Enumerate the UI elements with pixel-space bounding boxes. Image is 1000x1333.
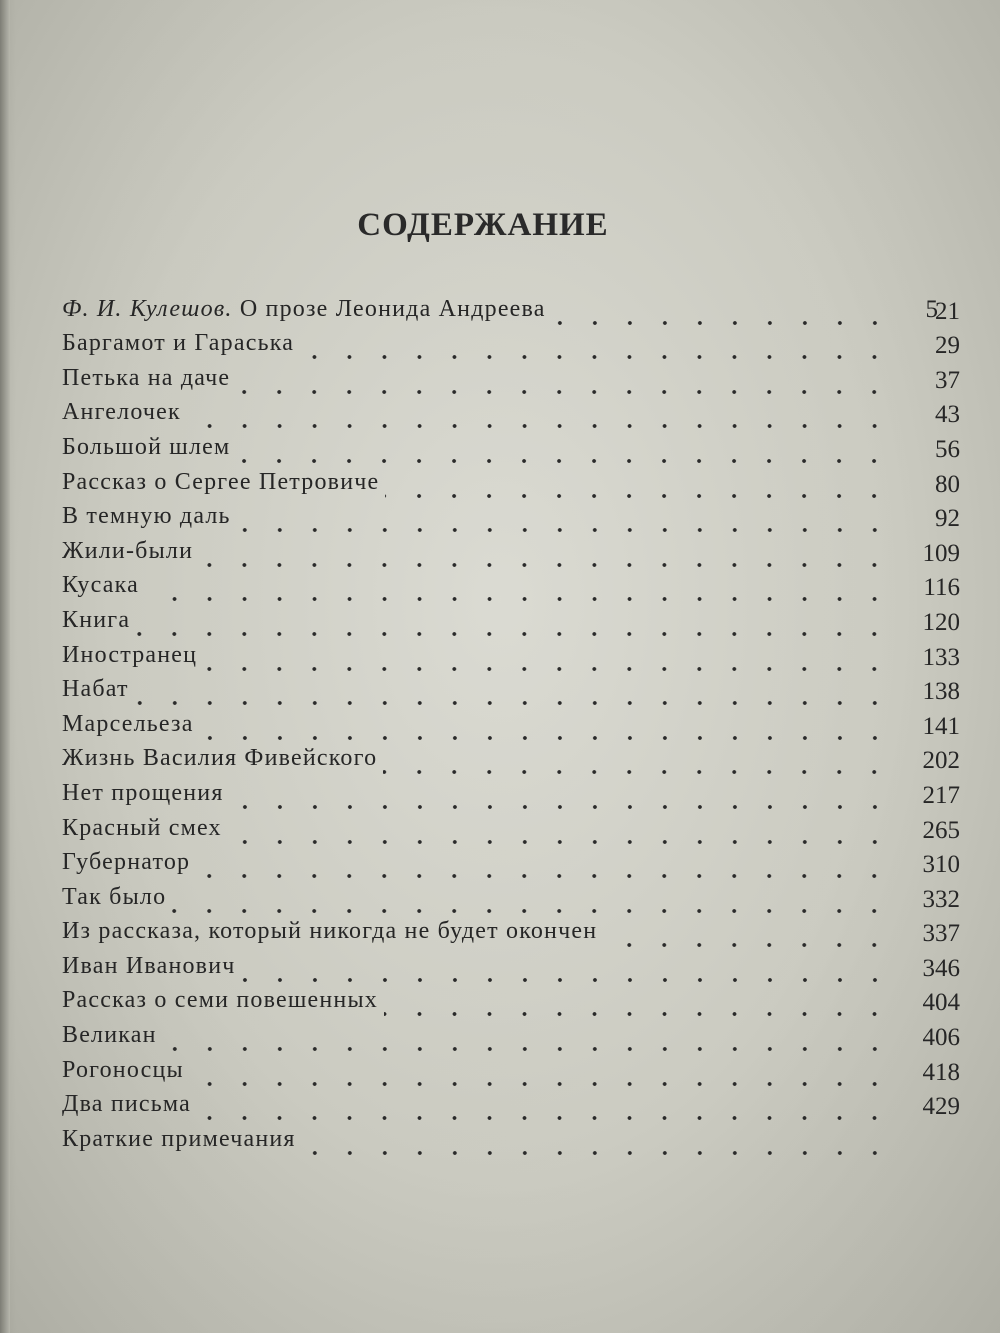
toc-entry-text: Так было (62, 883, 167, 910)
toc-entry (62, 1018, 962, 1053)
first-page-number: 5 (925, 296, 938, 323)
toc-entry-text: Набат (62, 676, 129, 703)
toc-entry-page-number (900, 1154, 960, 1157)
toc-entry-text: Красный смех (62, 814, 222, 841)
dot-leader (145, 577, 892, 601)
toc-entry-title (62, 366, 230, 396)
toc-entry-title (62, 988, 378, 1018)
toc-entry-text: Иван Иванович (62, 952, 236, 979)
toc-entry-page-number: 265 (922, 816, 960, 844)
toc-entry-title (62, 954, 236, 984)
toc-entry-page-number: 141 (922, 712, 960, 740)
toc-entry-text: В темную даль (62, 503, 231, 530)
toc-entry-text: Краткие примечания (62, 1125, 296, 1152)
toc-entry (62, 880, 962, 915)
toc-entry-page-number: 43 (935, 401, 960, 429)
toc-entry (62, 1122, 962, 1157)
dot-leader (302, 1131, 892, 1155)
toc-entry-author: Ф. И. Кулешов. (62, 295, 233, 322)
toc-entry-title (62, 643, 197, 673)
dot-leader (196, 854, 892, 878)
toc-entry-page-number: 116 (923, 574, 960, 602)
toc-entry-text: Рогоносцы (62, 1056, 184, 1083)
toc-entry-title (62, 573, 139, 603)
dot-leader (228, 820, 892, 844)
toc-entry-text: Рассказ о семи повешенных (62, 987, 378, 1014)
toc-entry (62, 638, 962, 673)
toc-entry-text: Иностранец (62, 641, 198, 668)
toc-entry-page-number: 29 (935, 332, 960, 360)
toc-entry (62, 776, 962, 811)
dot-leader (136, 612, 892, 636)
toc-entry-page-number: 138 (922, 678, 960, 706)
toc-entry (62, 811, 962, 846)
toc-entry-text: Петька на даче (62, 364, 231, 391)
toc-entry-text: Нет прощения (62, 779, 224, 806)
dot-leader (552, 301, 892, 325)
dot-leader (236, 439, 892, 463)
toc-entry-page-number: 133 (922, 643, 960, 671)
dot-leader (300, 335, 892, 359)
dot-leader (135, 681, 892, 705)
toc-entry-title (62, 297, 546, 327)
toc-entry-title (62, 539, 193, 569)
toc-entry (62, 465, 962, 500)
toc-entry (62, 569, 962, 604)
toc-entry-title (62, 435, 230, 465)
toc-entry-page-number: 332 (922, 885, 960, 913)
toc-entry-text: О прозе Леонида Андреева (239, 295, 546, 322)
toc-entry (62, 361, 962, 396)
toc-entry-text: Губернатор (62, 849, 191, 876)
toc-entry-page-number: 92 (935, 505, 960, 533)
toc-entry-title (62, 677, 129, 707)
toc-entry-title (62, 885, 166, 915)
toc-entry-page-number: 202 (922, 747, 960, 775)
toc-entry (62, 292, 962, 327)
toc-entry-page-number: 337 (922, 920, 960, 948)
toc-entry-text: Баргамот и Гараська (62, 330, 295, 357)
toc-entry-page-number: 404 (922, 989, 960, 1017)
toc-entry (62, 327, 962, 362)
dot-leader (237, 508, 892, 532)
toc-entry-title (62, 746, 377, 776)
toc-entry-page-number: 109 (922, 539, 960, 567)
table-of-contents (62, 292, 962, 1157)
dot-leader (200, 716, 892, 740)
dot-leader (383, 750, 892, 774)
toc-entry-page-number: 310 (922, 851, 960, 879)
dot-leader (163, 1027, 892, 1051)
toc-entry-page-number: 56 (935, 435, 960, 463)
toc-entry-title (62, 331, 294, 361)
toc-entry-page-number: 217 (922, 781, 960, 809)
toc-entry-text: Рассказ о Сергее Петровиче (62, 468, 380, 495)
toc-entry-title (62, 1092, 191, 1122)
dot-leader (172, 889, 892, 913)
toc-entry-text: Великан (62, 1022, 157, 1049)
toc-entry-page-number: 80 (935, 470, 960, 498)
toc-entry-text: Два письма (62, 1091, 191, 1118)
toc-entry (62, 915, 962, 950)
toc-entry (62, 742, 962, 777)
toc-entry-page-number: 21 (935, 297, 960, 325)
toc-entry-text: Книга (62, 606, 131, 633)
toc-entry-page-number: 429 (922, 1093, 960, 1121)
toc-entry-text: Ангелочек (62, 399, 181, 426)
dot-leader (385, 474, 892, 498)
toc-entry (62, 707, 962, 742)
toc-entry (62, 984, 962, 1019)
toc-entry-text: Жили-были (62, 537, 194, 564)
toc-entry (62, 949, 962, 984)
toc-entry (62, 603, 962, 638)
toc-entry-title (62, 470, 379, 500)
toc-entry-title (62, 1127, 296, 1157)
toc-entry-page-number: 406 (922, 1024, 960, 1052)
toc-entry-title (62, 712, 194, 742)
toc-entry-title (62, 504, 231, 534)
page-edge-shadow (0, 0, 10, 1333)
dot-leader (384, 992, 892, 1016)
toc-entry-page-number: 346 (922, 954, 960, 982)
toc-entry-title (62, 781, 224, 811)
toc-entry-title (62, 816, 222, 846)
toc-entry-title (62, 1023, 157, 1053)
toc-entry (62, 430, 962, 465)
toc-entry-text: Большой шлем (62, 433, 231, 460)
toc-entry-text: Жизнь Василия Фивейского (62, 745, 378, 772)
toc-entry (62, 1053, 962, 1088)
toc-entry (62, 1088, 962, 1123)
toc-entry-title (62, 850, 190, 880)
dot-leader (187, 404, 892, 428)
page-title: СОДЕРЖАНИЕ (357, 207, 609, 243)
toc-entry-text: Кусака (62, 572, 139, 599)
toc-entry (62, 396, 962, 431)
toc-entry-text: Марсельеза (62, 710, 194, 737)
toc-entry-text: Из рассказа, который никогда не будет окончен (62, 918, 598, 945)
dot-leader (197, 1096, 892, 1120)
dot-leader (199, 543, 892, 567)
toc-entry-title (62, 1058, 184, 1088)
toc-entry-page-number: 37 (935, 366, 960, 394)
toc-entry (62, 846, 962, 881)
toc-entry-title (62, 400, 181, 430)
dot-leader (203, 647, 892, 671)
toc-entry-page-number: 418 (922, 1058, 960, 1086)
toc-entry-title (62, 919, 597, 949)
toc-entry (62, 500, 962, 535)
dot-leader (242, 958, 892, 982)
dot-leader (236, 370, 892, 394)
toc-entry-title (62, 608, 130, 638)
toc-entry-page-number: 120 (922, 608, 960, 636)
dot-leader (230, 785, 892, 809)
toc-entry (62, 673, 962, 708)
dot-leader (603, 923, 892, 947)
dot-leader (190, 1062, 892, 1086)
toc-entry (62, 534, 962, 569)
